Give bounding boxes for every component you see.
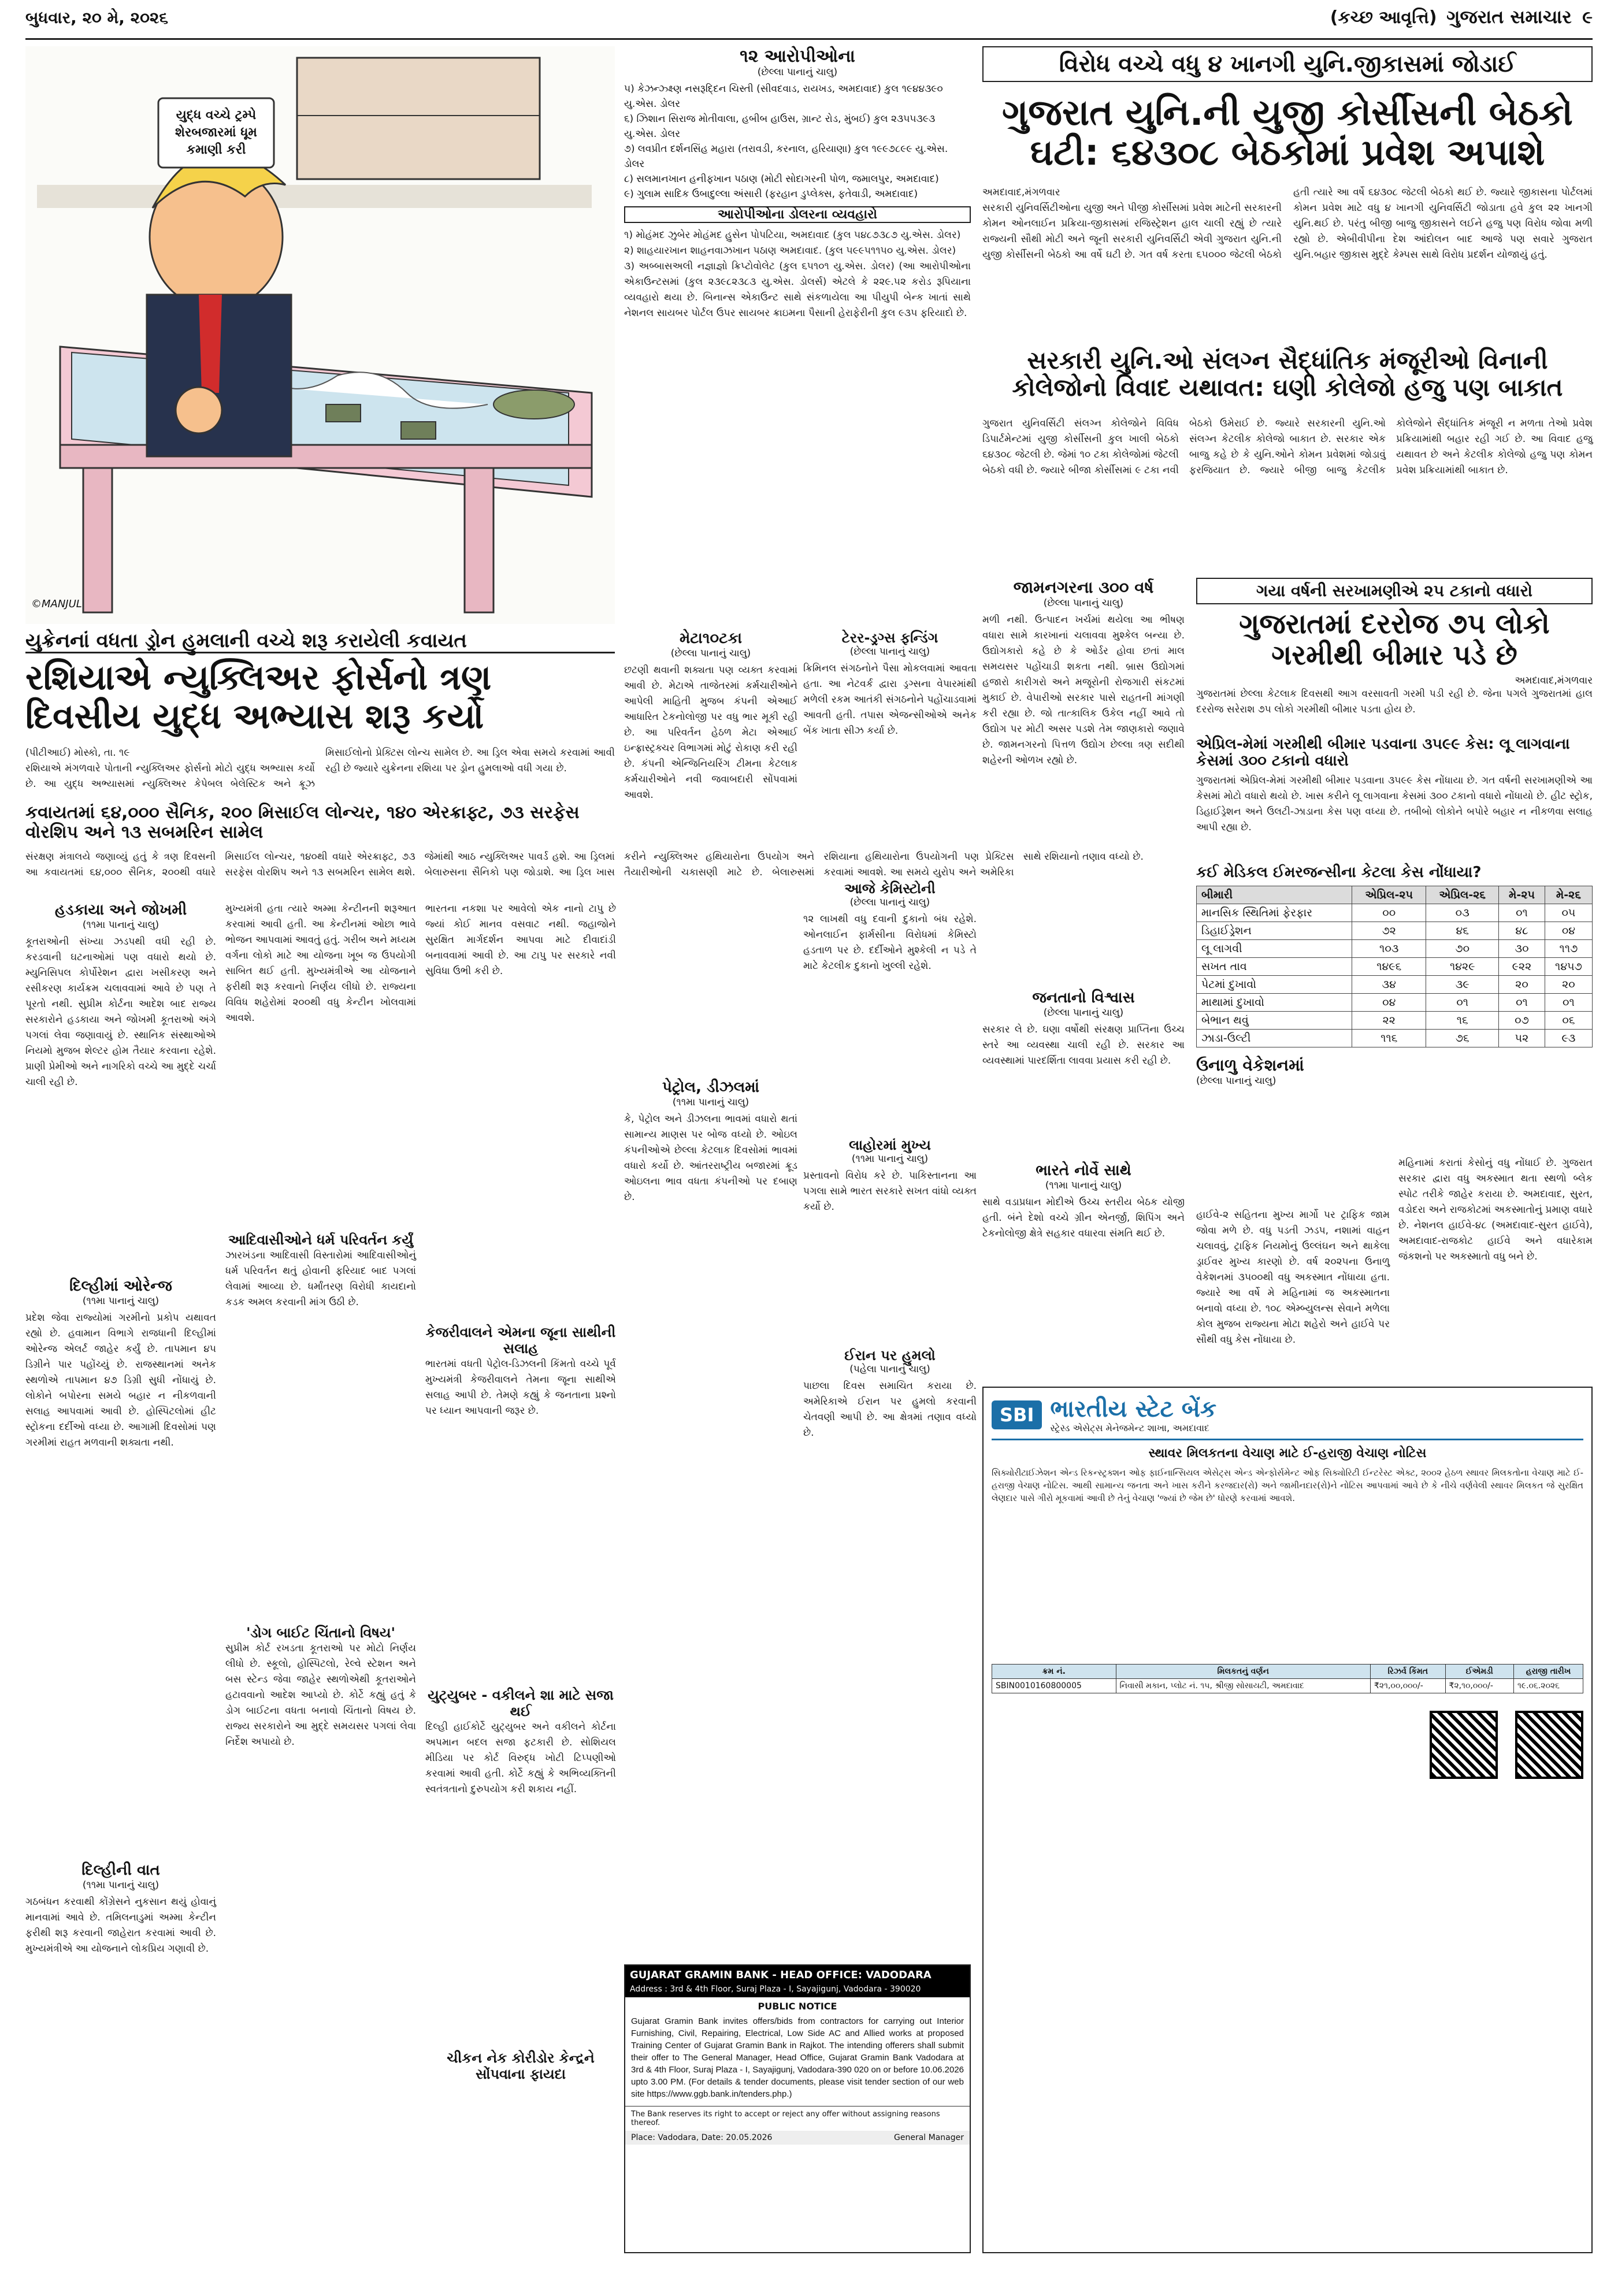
dog-cont: (૧૧મા પાનાનું ચાલુ) <box>82 919 159 931</box>
table-cell: પેટમાં દુખાવો <box>1197 975 1352 993</box>
table-cell: ૯૨૨ <box>1499 957 1545 975</box>
col2-h2: 'ડોગ બાઈટ ચિંતાનો વિષય' <box>246 1625 395 1641</box>
table-header-row <box>992 1665 1583 1679</box>
table-row <box>1197 993 1593 1011</box>
lahore-headline: લાહોરમાં મુખ્ય <box>849 1137 931 1153</box>
table-cell: ૩૦ <box>1499 939 1545 957</box>
col2-text: મુખ્યમંત્રી હતા ત્યારે અમ્મા કેન્ટીનની શરૂઆત કરવામાં આવી હતી. આ કેન્ટીનમાં ઓછા ભાવે ભોજન આપવામાં આવતું હતું. ગરીબ અને મધ્યમ વર્ગના લોકો માટે આ યોજના ખૂબ જ ઉપયોગી સાબિત થઈ હતી. મુખ્યમંત્રીએ આ યોજનાને ફરીથી શરૂ કરવાનો નિર્ણય લીધો છે. રાજ્યના વિવિધ શહેરોમાં ૨૦૦થી વધુ કેન્ટીન ખોલવામાં આવશે. <box>225 903 420 1024</box>
accused-item: ૬) ઝિશાન સિરાજ મોતીવાલા, હબીબ હાઉસ, ગ્રાન્ટ રોડ, મુંબઈ) કુલ ૨૩૫૫૩૯૩ યુ.એસ. ડોલર <box>624 113 936 140</box>
table-row <box>1197 957 1593 975</box>
dog-text: કૂતરાઓની સંખ્યા ઝડપથી વધી રહી છે. કરડવાની ઘટનાઓમાં પણ વધારો થયો છે. મ્યુનિસિપલ કોર્પોરેશન દ્વારા ખસીકરણ અને રસીકરણ કાર્યક્રમ ચલાવવામાં આવે છે પણ તે પૂરતો નથી. સુપ્રીમ કોર્ટના આદેશ બાદ રાજ્ય સરકારોને હડકાયા અને જોખમી કૂતરાઓ અંગે પગલાં લેવા જણાવાયું છે. સ્થાનિક સંસ્થાઓએ નિયમો મુજબ શેલ્ટર હોમ તૈયાર કરવાના રહેશે. પ્રાણી પ્રેમીઓ અને નાગરિકો વચ્ચે આ મુદ્દે ચર્ચા ચાલી રહી છે. <box>25 936 220 1088</box>
cartoon-signature: ©MANJUL <box>31 598 82 610</box>
petrol-cont: (૧૧મા પાનાનું ચાલુ) <box>672 1097 749 1108</box>
petrol-headline: પેટ્રોલ, ડીઝલમાં <box>662 1079 759 1096</box>
dog-headline: હડકાયા અને જોખમી <box>54 901 187 919</box>
ggb-place: Place: Vadodara, Date: 20.05.2026 <box>631 2133 773 2142</box>
vacation-text: હાઈવે-૨ સહિતના મુખ્ય માર્ગો પર ટ્રાફિક જામ જોવા મળે છે. વધુ પડતી ઝડપ, નશામાં વાહન ચલાવવું, ટ્રાફિક નિયમોનું ઉલ્લંઘન અને થાકેલા ડ્રાઈવર મુખ્ય કારણો છે. વર્ષ ૨૦૨૫ના ઉનાળુ વેકેશનમાં ૩૫૦૦થી વધુ અકસ્માત નોંધાયા હતા. જ્યારે આ વર્ષે મે મહિનામાં જ અકસ્માતના બનાવો વધ્યા છે. ૧૦૮ એમ્બ્યુલન્સ સેવાને મળેલા કોલ મુજબ રાજ્યના મોટા શહેરો અને હાઈવે પર સૌથી વધુ કેસ નોંધાયા છે. <box>1196 1209 1393 1346</box>
col3-section <box>425 901 619 2259</box>
table-cell: ૧૯.૦૬.૨૦૨૬ <box>1513 1679 1583 1693</box>
table-cell: ૪૬ <box>1426 922 1499 939</box>
table-cell: ઝાડા-ઉલ્ટી <box>1197 1029 1352 1047</box>
table-cell: ૨૦ <box>1545 975 1592 993</box>
table-header: રિઝર્વ કિંમત <box>1370 1665 1445 1679</box>
table-row <box>1197 904 1593 922</box>
ggb-footer: The Bank reserves its right to accept or reject any offer without assigning reasons thereof. <box>625 2106 970 2131</box>
table-cell: ૦૦ <box>1352 904 1426 922</box>
accused-dollar-text: ૧) મોહંમદ ઝુબેર મોહંમદ હુસેન પોપટિયા, અમદાવાદ (કુલ ૫૪૮૭૩૮૭ યુ.એસ. ડોલર) ૨) શાહયારખાન શાહનવાઝખાન પઠાણ અમદાવાદ. (કુલ ૫૯૯૫૧૧૫૦ યુ.એસ. ડોલર) ૩) અબ્બાસઅલી નજ્ઞાજ્ઞો ક્રિપ્ટોવોલેટ (કુલ ૬૫૧૦૧ યુ.એસ. ડોલર) (આ આરોપીઓના એકાઉન્ટસમાં (કુલ ૨૩૯૮૨૩૮૩ યુ.એસ. ડોલર્સ) એટલે કે ૨૨૯.૫૨ કરોડ રૂપિયાના વ્યવહારો થયા છે. બિનાન્સ એકાઉન્ટ સાથે સંકળાયેલા આ પીયુપી બેન્ક ખાતાં સાથે નેશનલ સાયબર પોર્ટલ ઉપર સાયબર ક્રાઇમના પૈસાની હેરાફેરીની કુલ ૯૩૫ ફરિયાદો છે. <box>624 229 971 319</box>
delhi-orange-cont: (૧૧મા પાનાનું ચાલુ) <box>82 1295 159 1307</box>
table-header: એપ્રિલ-૨૬ <box>1426 886 1499 904</box>
meta-cont: (છેલ્લા પાનાનું ચાલુ) <box>670 648 751 659</box>
ggb-title: GUJARAT GRAMIN BANK - HEAD OFFICE: VADODARA <box>625 1966 970 1985</box>
table-cell: ૧૧૬ <box>1352 1029 1426 1047</box>
jamnagar-cont: (છેલ્લા પાનાનું ચાલુ) <box>1043 597 1124 609</box>
terror-section <box>803 630 980 1670</box>
jamnagar-headline: જામનગરના ૩૦૦ વર્ષ <box>1013 578 1154 597</box>
terror-text: ક્રિમિનલ સંગઠનોને પૈસા મોકલવામાં આવતા હતા. આ નેટવર્ક દ્વારા ડ્રગ્સના વેપારમાંથી મળેલી રકમ આતંકી સંગઠનોને પહોંચાડવામાં આવતી હતી. તપાસ એજન્સીઓએ અનેક બેંક ખાતા સીઝ કર્યા છે. <box>803 663 980 737</box>
heat-kicker: ગયા વર્ષની સરખામણીએ ૨૫ ટકાનો વધારો <box>1196 578 1593 604</box>
chemist-cont: (છેલ્લા પાનાનું ચાલુ) <box>849 897 930 908</box>
table-cell: માનસિક સ્થિતિમાં ફેરફાર <box>1197 904 1352 922</box>
jamnagar-text: મળી નથી. ઉત્પાદન ખર્ચમાં થયેલા આ ભીષણ વધારા સામે કારખાનાં ચલાવવા મુશ્કેલ બન્યા છે. ઉદ્યોગકારો કહે છે કે ઓર્ડર હોવા છતાં માલ સમયસર પહોંચાડી શકતા નથી. બ્રાસ ઉદ્યોગમાં હજારો કારીગરો અને મજૂરોની રોજગારી સંકટમાં મુકાઈ છે. વેપારીઓ સરકાર પાસે રાહતની માંગણી કરી રહ્યા છે. જો તાત્કાલિક ઉકેલ નહીં આવે તો ઉદ્યોગ પર મોટી અસર પડશે તેમ જાણકારો જણાવે છે. જામનગરનો પિત્તળ ઉદ્યોગ છેલ્લા ત્રણ સદીથી શહેરની ઓળખ રહ્યો છે. <box>982 614 1188 766</box>
russia-text2: સંરક્ષણ મંત્રાલયે જણાવ્યું હતું કે ત્રણ દિવસની આ કવાયતમાં ૬૪,૦૦૦ સૈનિક, ૨૦૦થી વધારે મિસાઈલ લોન્ચર, ૧૪૦થી વધારે એરક્રાફ્ટ, ૭૩ સરફેસ વોરશિપ અને ૧૩ સબમરિન સામેલ થશે. જેમાંથી આઠ ન્યુક્લિઅર પાવર્ડ હશે. આ ડ્રિલમાં બેલારુસના સૈનિકો પણ જોડાશે. આ ડ્રિલ ખાસ કરીને ન્યુક્લિઅર હથિયારોના ઉપયોગ અને તૈયારીઓની ચકાસણી માટે છે. બેલારુસમાં રશિયાના હથિયારોના ઉપયોગની પણ પ્રેક્ટિસ કરવામાં આવશે. આ સમયે યુરોપ અને અમેરિકા સાથે રશિયાનો તણાવ વધ્યો છે. <box>25 851 1144 878</box>
table-cell: ₹૨૧,૦૦,૦૦૦/- <box>1370 1679 1445 1693</box>
vacation-headline: ઉનાળુ વેકેશનમાં <box>1196 1055 1304 1075</box>
ggb-ad <box>624 1964 971 2253</box>
heat-sub: એપ્રિલ-મેમાં ગરમીથી બીમાર પડવાના ૩૫૯૯ કેસ: લૂ લાગવાના કેસમાં ૩૦૦ ટકાનો વધારો <box>1196 735 1570 770</box>
table-cell: માથામાં દુખાવો <box>1197 993 1352 1011</box>
table-cell: લૂ લાગવી <box>1197 939 1352 957</box>
table-cell: ૧૪૯૬ <box>1352 957 1426 975</box>
iran-text: પાછલા દિવસ સમાચિત કરાયા છે. અમેરિકાએ ઈરાન પર હુમલો કરવાની ચેતવણી આપી છે. આ ક્ષેત્રમાં તણાવ વધ્યો છે. <box>803 1380 980 1439</box>
table-header: એપ્રિલ-૨૫ <box>1352 886 1426 904</box>
table-cell: ૦૬ <box>1545 1011 1592 1029</box>
delhi-orange-headline: દિલ્હીમાં ઓરેન્જ <box>69 1277 172 1295</box>
table-cell: ૭૨ <box>1352 922 1426 939</box>
sbi-sub: સ્ટ્રેસ્ડ એસેટ્સ મેનેજમેન્ટ શાખા, અમદાવાદ <box>1050 1422 1209 1433</box>
col2-section <box>225 901 420 2259</box>
table-cell: ૧૪૨૯ <box>1426 957 1499 975</box>
masthead-rule <box>25 38 1593 40</box>
table-header: ક્રમ નં. <box>992 1665 1116 1679</box>
page-number: ૯ <box>1582 8 1593 28</box>
col3-h2: યુટ્યુબર - વકીલને શા માટે સજા થઈ <box>428 1687 614 1719</box>
ggb-text: Gujarat Gramin Bank invites offers/bids from contractors for carrying out Interior Furnishing, Civil, Repairing, Electrical, Low Side AC and Allied works at proposed Training Center of Gujarat Gramin Bank in Rajkot. The intending offerers shall submit their offer to The General Manager, Head Office, Gujarat Gramin Bank Vadodara at 3rd & 4th Floor, Suraj Plaza - I, Sayajigunj, Vadodara-390 020 on or before 10.06.2026 upto 3.00 PM. (For details & tender documents, please visit tender section of our web site https://www.ggb.bank.in/tenders.php.) <box>631 2016 964 2099</box>
govt-uni-headline: સરકારી યુનિ.ઓ સંલગ્ન સૈદ્ધાંતિક મંજૂરીઓ વિનાની કોલેજોનો વિવાદ યથાવત: ઘણી કોલેજો હજુ પણ બાકાત <box>1012 346 1563 402</box>
ggb-bottom <box>625 2131 970 2145</box>
iran-headline: ઈરાન પર હુમલો <box>844 1347 936 1364</box>
table-header-row <box>1197 886 1593 904</box>
table-cell: ૦૧ <box>1499 993 1545 1011</box>
col2-h1: આદિવાસીઓને ધર્મ પરિવર્તન કર્યું <box>228 1232 414 1248</box>
meta-headline: મેટા૧૦ટકા <box>679 630 743 647</box>
table-cell: ડિહાઈડ્રેશન <box>1197 922 1352 939</box>
sbi-name: ભારતીય સ્ટેટ બેંક <box>1050 1396 1217 1422</box>
heat-headline: ગુજરાતમાં દરરોજ ૭૫ લોકો ગરમીથી બીમાર પડે છે <box>1239 608 1550 671</box>
table-cell: ૩૯ <box>1426 975 1499 993</box>
table-cell: ૩૪ <box>1352 975 1426 993</box>
table-cell: ૨૨ <box>1352 1011 1426 1029</box>
table-cell: ₹૨,૧૦,૦૦૦/- <box>1445 1679 1513 1693</box>
table-row <box>1197 1011 1593 1029</box>
sbi-notice: સ્થાવર મિલકતના વેચાણ માટે ઈ-હરાજી વેચાણ નોટિસ <box>1148 1446 1427 1461</box>
col2-t2: સુપ્રીમ કોર્ટ રખડતા કૂતરાઓ પર મોટો નિર્ણય લીધો છે. સ્કૂલો, હોસ્પિટલો, રેલ્વે સ્ટેશન અને બસ સ્ટેન્ડ જેવા જાહેર સ્થળોએથી કૂતરાઓને હટાવવાનો આદેશ આપ્યો છે. કોર્ટે કહ્યું હતું કે ડોગ બાઈટના વધતા બનાવો ચિંતાનો વિષય છે. રાજ્ય સરકારોને આ મુદ્દે સમયસર પગલાં લેવા નિર્દેશ અપાયો છે. <box>225 1643 420 1748</box>
accused-item: ૮) સલમાનખાન હનીફખાન પઠાણ (મોટી સોદાગરની પોળ, જમાલપુર, અમદાવાદ) <box>624 173 939 185</box>
paper-name: ગુજરાત સમાચાર <box>1446 6 1572 28</box>
chemist-text: ૧૨ લાખથી વધુ દવાની દુકાનો બંધ રહેશે. ઓનલાઈન ફાર્મસીના વિરોધમાં કેમિસ્ટો હડતાળ પર છે. દર્દીઓને મુશ્કેલી ન પડે તે માટે કેટલીક દુકાનો ખુલ્લી રહેશે. <box>803 913 980 972</box>
col3-t2: દિલ્હી હાઈકોર્ટે યુટ્યુબર અને વકીલને કોર્ટના અપમાન બદલ સજા ફટકારી છે. સોશિયલ મીડિયા પર કોર્ટ વિરુદ્ધ ખોટી ટિપ્પણીઓ કરવામાં આવી હતી. કોર્ટે કહ્યું કે અભિવ્યક્તિની સ્વતંત્રતાનો દુરુપયોગ કરી શકાય નહીં. <box>425 1721 619 1795</box>
table-cell: ૫૨ <box>1499 1029 1545 1047</box>
table-header: ઈએમડી <box>1445 1665 1513 1679</box>
table-row <box>992 1679 1583 1693</box>
table-row <box>1197 922 1593 939</box>
table-row <box>1197 939 1593 957</box>
sbi-header <box>992 1396 1583 1440</box>
govt-uni-text: ગુજરાત યુનિવર્સિટી સંલગ્ન કોલેજોને વિવિધ ડિપાર્ટમેન્ટમાં યુજી કોર્સીસની કુલ ખાલી બેઠકો ૬૪૩૦૮ જેટલી છે. જેમાં ૧૦ ટકા કોલેજોમાં જેટલી બેઠકો વધી છે. જ્યારે બીજા કોર્સીસમાં ૯ ટકા નવી બેઠકો ઉમેરાઈ છે. જ્યારે સરકારની યુનિ.ઓ સંલગ્ન કેટલીક કોલેજો બાકાત છે. સરકાર એક બાજુ કહે છે કે યુનિ.ઓને કોમન પ્રવેશમાં જોડાવું ફરજિયાત છે. જ્યારે બીજી બાજુ કેટલીક કોલેજોને સૈદ્ધાંતિક મંજૂરી ન મળતા તેઓ પ્રવેશ પ્રક્રિયામાંથી બહાર રહી ગઈ છે. આ વિવાદ હજુ યથાવત છે અને કેટલીક કોલેજો હજુ પણ કોમન પ્રવેશ પ્રક્રિયામાંથી બાકાત છે. <box>982 418 1596 476</box>
table-cell: ૨૦ <box>1499 975 1545 993</box>
trust-text: સરકાર લે છે. ઘણા વર્ષોથી સંરક્ષણ પ્રાપ્તિના ઉચ્ચ સ્તરે આ વ્યવસ્થા ચાલી રહી છે. સરકાર આ વ્યવસ્થામાં પારદર્શિતા લાવવા પ્રયાસ કરી રહી છે. <box>982 1024 1188 1067</box>
accused-title: ૧૨ આરોપીઓના <box>740 46 855 66</box>
table-cell: ૯૩ <box>1545 1029 1592 1047</box>
table-header: મે-૨૫ <box>1499 886 1545 904</box>
col1-section <box>25 901 220 2259</box>
russia-kicker: યુક્રેનનાં વધતા ડ્રોન હુમલાની વચ્ચે શરૂ કરાયેલી કવાયત <box>25 630 615 653</box>
table-cell: ૦૭ <box>1499 1011 1545 1029</box>
table-cell: ૦૧ <box>1545 993 1592 1011</box>
table-cell: ૭૦ <box>1426 939 1499 957</box>
delhi-talk-headline: દિલ્હીની વાત <box>81 1862 160 1879</box>
table-row <box>1197 1029 1593 1047</box>
sbi-ad <box>982 1387 1593 2253</box>
iran-cont: (પહેલા પાનાનું ચાલુ) <box>849 1364 930 1375</box>
qr-code-icon <box>1430 1711 1498 1779</box>
table-cell: બેભાન થવું <box>1197 1011 1352 1029</box>
cartoon-placard: યુદ્ધ વચ્ચે ટ્રમ્પે શેરબજારમાં ધૂમ કમાણી કરી <box>175 108 257 157</box>
accused-section <box>624 46 971 416</box>
qr-code-icon <box>1515 1711 1583 1779</box>
trust-headline: જનતાનો વિશ્વાસ <box>1032 989 1135 1006</box>
heat-text2: ગુજરાતમાં એપ્રિલ-મેમાં ગરમીથી બીમાર પડવાના ૩૫૯૯ કેસ નોંધાયા છે. ગત વર્ષની સરખામણીએ આ કેસમાં મોટો વધારો થયો છે. ખાસ કરીને લૂ લાગવાના કેસમાં ૩૦૦ ટકાનો વધારો નોંધાયો છે. હીટ સ્ટ્રોક, ડિહાઈડ્રેશન અને ઉલટી-ઝાડાના કેસ પણ વધ્યા છે. તબીબો લોકોને બપોરે બહાર ન નીકળવા સલાહ આપી રહ્યા છે. <box>1196 774 1596 833</box>
sbi-qr-row <box>992 1711 1583 1779</box>
heat-dateline: અમદાવાદ,મંગળવાર <box>1515 674 1593 686</box>
lahore-text: પ્રસ્તાવનો વિરોધ કરે છે. પાકિસ્તાનના આ પગલા સામે ભારત સરકારે સખત વાંધો વ્યક્ત કર્યો છે. <box>803 1170 980 1213</box>
accused-item: ૫) કેઝન્ઝ્ક્ષ્ણ નસરૂદ્દિન ચિસ્તી (સીવદવાડ, રાયખડ, અમદાવાદ) કુલ ૧૯૪૪૩૯૦ યુ.એસ. ડોલર <box>624 83 943 110</box>
sbi-text: સિક્યોરીટાઈઝેશન એન્ડ રિકન્સ્ટ્રક્શન ઓફ ફાઈનાન્સિયલ એસેટ્સ એન્ડ એન્ફોર્સમેન્ટ ઓફ સિક્યોરિટી ઈન્ટરેસ્ટ એક્ટ, ૨૦૦૨ હેઠળ સ્થાવર મિલકતોના વેચાણ માટે ઈ-હરાજી વેચાણ નોટિસ. આથી સામાન્ય જનતા અને ખાસ કરીને કરજદાર(રો) અને જામીનદાર(રો)ને નોટિસ આપવામાં આવે છે કે નીચે વર્ણવેલી સ્થાવર મિલકત જે સુરક્ષિત લેણદાર પાસે ગીરો મૂકવામાં આવી છે તેનું વેચાણ 'જ્યાં છે જેમ છે' ધોરણે કરવામાં આવશે. <box>992 1467 1586 1503</box>
sbi-table <box>992 1664 1583 1693</box>
gu-uni-headline: ગુજરાત યુનિ.ની યુજી કોર્સીસની બેઠકો ઘટી: ૬૪૩૦૮ બેઠકોમાં પ્રવેશ અપાશે <box>1002 91 1573 174</box>
delhi-orange-text: પ્રદેશ જેવા રાજ્યોમાં ગરમીનો પ્રકોપ યથાવત રહ્યો છે. હવામાન વિભાગે રાજધાની દિલ્હીમાં ઓરેન્જ એલર્ટ જાહેર કર્યું છે. તાપમાન ૪૫ ડિગ્રીને પાર પહોંચ્યું છે. રાજસ્થાનમાં અનેક સ્થળોએ તાપમાન ૪૭ ડિગ્રી સુધી નોંધાયું છે. લોકોને બપોરના સમયે બહાર ન નીકળવાની સલાહ આપવામાં આવી છે. હોસ્પિટલોમાં હીટ સ્ટ્રોકના દર્દીઓ વધ્યા છે. આગામી દિવસોમાં પણ ગરમીમાં રાહત મળવાની શક્યતા નથી. <box>25 1312 220 1448</box>
table-cell: ૪૮ <box>1499 922 1545 939</box>
table-cell: ૧૧૭ <box>1545 939 1592 957</box>
sbi-logo: SBI <box>992 1400 1042 1429</box>
meta-section <box>624 630 801 1467</box>
table-cell: ૦૪ <box>1545 922 1592 939</box>
norway-cont: (૧૧મા પાનાનું ચાલુ) <box>1045 1180 1122 1191</box>
cartoon-drawing <box>25 46 615 624</box>
table-cell: ૦૫ <box>1545 904 1592 922</box>
ggb-notice: PUBLIC NOTICE <box>758 2001 837 2012</box>
russia-text: (પીટીઆઈ) મોસ્કો, તા. ૧૯ રશિયાએ મંગળવારે પોતાની ન્યુક્લિઅર ફોર્સનો મોટો યુદ્ધ અભ્યાસ કર્યો છે. આ યુદ્ધ અભ્યાસમાં ન્યુક્લિઅર કેપેબલ બેલેસ્ટિક અને ક્રૂઝ મિસાઈલોનો પ્રેક્ટિસ લોન્ચ સામેલ છે. આ ડ્રિલ એવા સમયે કરવામાં આવી રહી છે જ્યારે યુક્રેનના રશિયા પર ડ્રોન હુમલાઓ વધી ગયા છે. <box>25 747 615 790</box>
vacation-side-text: મહિનામાં કરાતાં કેસોનું વધુ નોંધાઈ છે. ગુજરાત સરકાર દ્વારા વધુ અકસ્માત થતા સ્થળો બ્લેક સ્પોટ તરીકે જાહેર કરાયા છે. અમદાવાદ, સુરત, વડોદરા અને રાજકોટમાં અકસ્માતોનું પ્રમાણ વધારે છે. નેશનલ હાઈવે-૪૮ (અમદાવાદ-સુરત હાઈવે), અમદાવાદ-રાજકોટ હાઈવે અને વધારેકામ જંકશનો પર અકસ્માતો વધુ બને છે. <box>1398 1157 1596 1262</box>
russia-headline: રશિયાએ ન્યુક્લિઅર ફોર્સનો ત્રણ દિવસીય યુદ્ધ અભ્યાસ શરૂ કર્યો <box>25 657 492 737</box>
cartoon <box>25 46 615 624</box>
gu-uni-kicker: વિરોધ વચ્ચે વધુ ૪ ખાનગી યુનિ.જીકાસમાં જોડાઈ <box>982 46 1593 82</box>
table-cell: ૧૪૫૭ <box>1545 957 1592 975</box>
delhi-talk-text: ગઠબંધન કરવાથી કોંગ્રેસને નુકસાન થયું હોવાનું માનવામાં આવે છે. તમિલનાડુમાં અમ્મા કેન્ટીન ફરીથી શરૂ કરવાની જાહેરાત કરવામાં આવી છે. મુખ્યમંત્રીએ આ યોજનાને લોકપ્રિય ગણાવી છે. <box>25 1896 220 1955</box>
table-cell: ૧૦૩ <box>1352 939 1426 957</box>
table-row <box>1197 975 1593 993</box>
russia-sub: કવાયતમાં ૬૪,૦૦૦ સૈનિક, ૨૦૦ મિસાઈલ લોન્ચર, ૧૪૦ એરક્રાફ્ટ, ૭૩ સરફેસ વોરશિપ અને ૧૩ સબમરિન સામેલ <box>25 803 580 842</box>
col3-t1: ભારતમાં વધતી પેટ્રોલ-ડિઝલની કિંમતો વચ્ચે પૂર્વ મુખ્યમંત્રી કેજરીવાલને તેમના જૂના સાથીએ સલાહ આપી છે. તેમણે કહ્યું કે જનતાના પ્રશ્નો પર ધ્યાન આપવાની જરૂર છે. <box>425 1358 619 1417</box>
table-header: મે-૨૬ <box>1545 886 1592 904</box>
trust-cont: (છેલ્લા પાનાનું ચાલુ) <box>1043 1007 1124 1019</box>
ggb-address: Address : 3rd & 4th Floor, Suraj Plaza - I, Sayajigunj, Vadodara - 390020 <box>625 1985 970 1997</box>
masthead <box>0 0 1618 40</box>
table-cell: ૦૩ <box>1426 904 1499 922</box>
chikan-headline: ચીકન નેક કોરીડોર કેન્દ્રને સોંપવાના ફાયદા <box>447 2050 595 2082</box>
col2-t1: ઝારખંડના આદિવાસી વિસ્તારોમાં આદિવાસીઓનું ધર્મ પરિવર્તન થતું હોવાની ફરિયાદ બાદ પગલાં લેવામાં આવ્યા છે. ધર્માંતરણ વિરોધી કાયદાનો કડક અમલ કરવાની માંગ ઉઠી છે. <box>225 1250 420 1308</box>
edition-label <box>1330 6 1593 28</box>
norway-headline: ભારતે નોર્વે સાથે <box>1036 1162 1131 1179</box>
delhi-talk-cont: (૧૧મા પાનાનું ચાલુ) <box>82 1879 159 1891</box>
heat-table-title: કઈ મેડિકલ ઈમરજન્સીના કેટલા કેસ નોંધાયા? <box>1196 863 1482 881</box>
table-cell: સખત તાવ <box>1197 957 1352 975</box>
col3-text: ભારતના નકશા પર આવેલો એક નાનો ટાપુ છે જ્યાં કોઈ માનવ વસવાટ નથી. જહાજોને સુરક્ષિત માર્ગદર્શન આપવા માટે દીવાદાંડી બનાવવામાં આવી છે. આ ટાપુ પર સરકારે નવી સુવિધા ઉભી કરી છે. <box>425 903 619 977</box>
accused-list <box>624 81 971 202</box>
edition: (કચ્છ આવૃત્તિ) <box>1330 8 1437 28</box>
table-cell: ૭૬ <box>1426 1029 1499 1047</box>
terror-cont: (છેલ્લા પાનાનું ચાલુ) <box>849 646 930 657</box>
accused-cont: (છેલ્લા પાનાનું ચાલુ) <box>757 66 838 78</box>
accused-sub: આરોપીઓના ડોલરના વ્યવહારો <box>624 206 971 223</box>
norway-text: સાથે વડાપ્રધાન મોદીએ ઉચ્ચ સ્તરીય બેઠક યોજી હતી. બંને દેશો વચ્ચે ગ્રીન એનર્જી, શિપિંગ અને ટેકનોલોજી ક્ષેત્રે સહકાર વધારવા સંમતિ થઈ છે. <box>982 1197 1188 1239</box>
meta-text: છટણી થવાની શક્યતા પણ વ્યક્ત કરવામાં આવી છે. મેટાએ તાજેતરમાં કર્મચારીઓને આપેલી માહિતી મુજબ કંપની એઆઈ આધારિત ટેકનોલોજી પર વધુ ભાર મૂકી રહી છે. આ પરિવર્તન હેઠળ મેટા એઆઈ ઇન્ફ્રાસ્ટ્રક્ચર વિભાગમાં મોટું રોકાણ કરી રહી છે. કંપની એન્જિનિયરિંગ ટીમના કેટલાક કર્મચારીઓને નવી જવાબદારી સોંપવામાં આવશે. <box>624 664 801 801</box>
accused-item: ૭) લવપ્રીત દર્શનસિંહ મહારા (તરાવડી, કરનાલ, હરિયાણા) કુલ ૧૯૯૭૮૯૯ યુ.એસ. ડોલર <box>624 143 948 170</box>
lahore-cont: (૧૧મા પાનાનું ચાલુ) <box>851 1153 929 1165</box>
ggb-sign: General Manager <box>894 2133 964 2142</box>
gu-uni-section <box>982 46 1596 566</box>
jamnagar-section <box>982 578 1188 1317</box>
table-cell: ૦૪ <box>1352 993 1426 1011</box>
vacation-cont: (છેલ્લા પાનાનું ચાલુ) <box>1196 1075 1276 1087</box>
petrol-text: કે, પેટ્રોલ અને ડીઝલના ભાવમાં વધારો થતાં સામાન્ય માણસ પર બોજ વધ્યો છે. ઓઇલ કંપનીઓએ છેલ્લા કેટલાક દિવસોમાં ભાવમાં વધારો કર્યો છે. આંતરરાષ્ટ્રીય બજારમાં ક્રૂડ ઓઇલના ભાવ વધતા કંપનીઓ પર દબાણ છે. <box>624 1113 801 1203</box>
terror-headline: ટેરર-ડ્રગ્સ ફન્ડિંગ <box>841 630 938 646</box>
heat-text: ગુજરાતમાં છેલ્લા કેટલાક દિવસથી આગ વરસાવતી ગરમી પડી રહી છે. જેના પગલે ગુજરાતમાં હાલ દરરોજ સરેરાશ ૭૫ લોકો ગરમીથી બીમાર પડતા હોય છે. <box>1196 688 1596 715</box>
gu-uni-text: અમદાવાદ,મંગળવાર સરકારી યુનિવર્સિટીઓના યુજી અને પીજી કોર્સીસમાં પ્રવેશ માટેની સરકારની કોમન ઓનલાઈન પ્રક્રિયા-જીકાસમાં રજિસ્ટ્રેશન હાલ ચાલી રહ્યું છે ત્યારે રાજ્યની સૌથી મોટી અને જૂની સરકારી યુનિવર્સિટી એવી ગુજરાત યુનિ.ની યુજી કોર્સીસની બેઠકો આ વર્ષે ઘટી છે. ગત વર્ષ કરતા ૬૫૦૦૦ જેટલી બેઠકો હતી ત્યારે આ વર્ષે ૬૪૩૦૮ જેટલી બેઠકો થઈ છે. જ્યારે જીકાસના પોર્ટલમાં કોમન પ્રવેશ માટે વધુ ૪ ખાનગી યુનિવર્સિટી જોડાતા હવે કુલ ૨૨ ખાનગી યુનિ.થઈ છે. પરંતુ બીજી બાજુ જીકાસને લઈને હજુ પણ વિરોધ જોવા મળી રહ્યો છે. એબીવીપીના દેશ આંદોલન બાદ આજે પણ સવારે ગુજરાત યુનિ.બહાર જીકાસ મુદ્દે કેમ્પસ સાથે વિરોધ પ્રદર્શન યોજાયું હતું. <box>982 187 1593 261</box>
table-cell: ૦૧ <box>1426 993 1499 1011</box>
table-cell: ૧૬ <box>1426 1011 1499 1029</box>
table-cell: નિવાસી મકાન, પ્લોટ નં. ૧૫, શ્રીજી સોસાયટી, અમદાવાદ <box>1116 1679 1370 1693</box>
chemist-headline: આજે કેમિસ્ટોની <box>844 880 936 897</box>
table-header: બીમારી <box>1197 886 1352 904</box>
col3-h1: કેજરીવાલને એમના જૂના સાથીની સલાહ <box>425 1324 616 1357</box>
table-header: હરાજી તારીખ <box>1513 1665 1583 1679</box>
table-cell: SBIN0010160800005 <box>992 1679 1116 1693</box>
heat-table <box>1196 886 1593 1047</box>
accused-item: ૯) ગુલામ સાદિક ઉબાદુલ્લા અંસારી (ફરહાન ડુપ્લેક્સ, ફતેવાડી, અમદાવાદ) <box>624 188 918 200</box>
table-cell: ૦૧ <box>1499 904 1545 922</box>
date: બુધવાર, ૨૦ મે, ૨૦૨૬ <box>25 8 169 27</box>
table-header: મિલકતનું વર્ણન <box>1116 1665 1370 1679</box>
